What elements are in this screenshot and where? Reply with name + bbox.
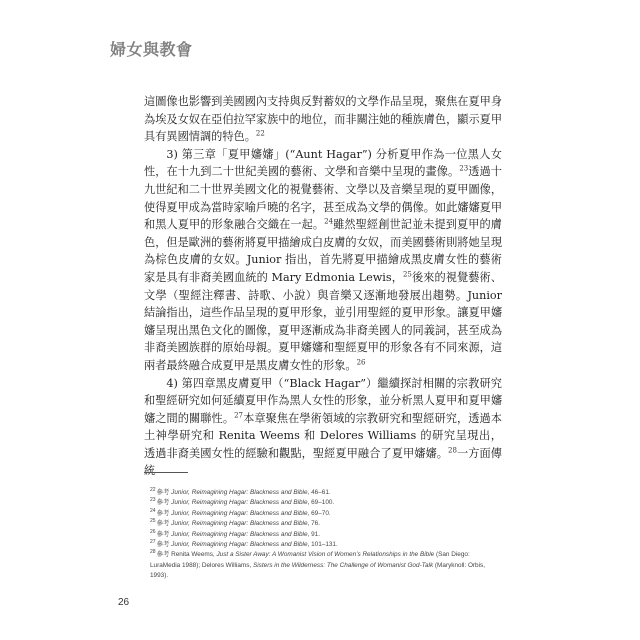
footnote-number: 24 xyxy=(150,507,156,514)
text-run: 一方面傳統 xyxy=(144,446,502,478)
footnote-title: Junior, Reimagining Hagar: Blackness and Bible xyxy=(171,489,308,496)
paragraph-1 xyxy=(144,93,502,146)
text-run: 後來的視覺藝術、文學（聖經注釋書、詩歌、小說）與音樂又逐漸地發展出趨勢。Junior 結論指出，這些作品呈現的夏甲形象，並引用聖經的夏甲形象。讓夏甲嬸嬸呈現出黑色文化的圖像，夏甲逐漸成為非裔美國人的同義詞，甚至成為非裔美國族群的原始母親。夏甲嬸嬸和聖經夏甲的形象各有不同來源，這兩者最終融合成夏甲是黑皮膚女性的形象。 xyxy=(144,270,503,372)
footnote-number: 26 xyxy=(150,528,156,535)
footnote-item xyxy=(144,550,496,581)
footnote-number: 23 xyxy=(150,497,156,504)
footnote-pages: , 101–131. xyxy=(307,541,338,549)
footnote-pages: , 76. xyxy=(307,520,320,528)
footnote-prefix: 參考 xyxy=(156,520,172,528)
paragraph-2 xyxy=(144,146,502,375)
footnote-number: 22 xyxy=(150,486,156,493)
footnote-pages: , 91. xyxy=(307,530,320,538)
footnote-title: Sisters in the Wilderness: The Challenge of Womanist God-Talk xyxy=(253,561,434,569)
body-text xyxy=(144,93,502,480)
footnote-prefix: 參考 xyxy=(156,530,172,538)
text-run: 本章聚焦在學術領域的宗教研究和聖經研究，透過本土神學研究和 Renita Weems 和 Delores Williams 的研究呈現出，透過非裔美國女性的經驗和觀點，聖經夏甲融合了夏甲嬸嬸。 xyxy=(144,411,502,460)
footnote-title: Junior, Reimagining Hagar: Blackness and Bible xyxy=(171,499,308,507)
footnote-ref[interactable]: 24 xyxy=(324,217,334,226)
footnote-number: 27 xyxy=(150,538,156,545)
footnote-item xyxy=(144,519,496,529)
text-run: 雖然聖經創世記並未提到夏甲的膚色，但是歐洲的藝術將夏甲描繪成白皮膚的女奴，而美國藝術則將她呈現為棕色皮膚的女奴。Junior 指出，首先將夏甲描繪成黑皮膚女性的藝術家是具有非裔美國血統的 Mary Edmonia Lewis， xyxy=(144,218,503,284)
footnote-item xyxy=(144,509,496,519)
footnote-item xyxy=(144,488,496,498)
text-run: 4) 第四章黑皮膚夏甲（“Black Hagar”）繼續探討相關的宗教研究和聖經研究如何延續夏甲作為黑人女性的形象，並分析黑人夏甲和夏甲嬸嬸之間的關聯性。 xyxy=(144,376,503,425)
text-run: 透過十九世紀和二十世界美國文化的視覺藝術、文學以及音樂呈現的夏甲圖像，使得夏甲成為當時家喻戶曉的名字，甚至成為文學的偶像。如此嬸嬸夏甲和黑人夏甲的形象融合交織在一起。 xyxy=(144,165,503,232)
footnote-prefix: 參考 Renita Weems, xyxy=(156,551,217,559)
footnote-ref[interactable]: 28 xyxy=(448,446,457,455)
footnote-number: 28 xyxy=(150,549,156,556)
footnote-separator xyxy=(144,472,188,473)
footnote-pages: , 46–61. xyxy=(307,489,331,496)
footnote-item xyxy=(144,530,496,540)
footnote-ref[interactable]: 23 xyxy=(459,164,469,173)
footnote-title: Junior, Reimagining Hagar: Blackness and Bible xyxy=(171,541,308,549)
footnote-item xyxy=(144,540,496,550)
footnote-pages: , 69–100. xyxy=(307,499,335,507)
footnote-publication: (Maryknoll: Orbis, 1993). xyxy=(150,561,485,580)
footnote-ref[interactable]: 22 xyxy=(255,129,265,138)
footnote-item xyxy=(144,498,496,508)
footnote-ref[interactable]: 25 xyxy=(402,270,412,279)
footnotes xyxy=(144,488,496,582)
footnote-ref[interactable]: 27 xyxy=(234,410,243,419)
footnote-title: Just a Sister Away: A Womanist Vision of Women’s Relationships in the Bible xyxy=(216,551,435,559)
footnote-pages: , 69–70. xyxy=(307,509,331,517)
footnote-publication: (San Diego: LuraMedia 1988); Delores Williams, xyxy=(150,551,470,569)
footnote-title: Junior, Reimagining Hagar: Blackness and Bible xyxy=(171,530,308,538)
footnote-title: Junior, Reimagining Hagar: Blackness and Bible xyxy=(171,520,308,528)
footnote-title: Junior, Reimagining Hagar: Blackness and Bible xyxy=(171,509,308,517)
footnote-prefix: 參考 xyxy=(156,499,172,507)
text-run: 這圖像也影響到美國國內支持與反對蓄奴的文學作品呈現，聚焦在夏甲身為埃及女奴在亞伯拉罕家族中的地位，而非關注她的種族膚色，顯示夏甲具有異國情調的特色。 xyxy=(144,95,503,144)
footnote-prefix: 參考 xyxy=(156,489,172,496)
footnote-prefix: 參考 xyxy=(156,541,172,549)
text-run: 3) 第三章「夏甲嬸嬸」(“Aunt Hagar”) 分析夏甲作為一位黑人女性，在十九到二十世紀美國的藝術、文學和音樂中呈現的畫像。 xyxy=(144,147,502,179)
paragraph-3 xyxy=(144,375,502,481)
footnote-prefix: 參考 xyxy=(156,509,172,517)
page-number: 26 xyxy=(118,597,130,608)
footnote-number: 25 xyxy=(150,518,156,525)
footnote-ref[interactable]: 26 xyxy=(356,358,366,367)
running-head: 婦女與教會 xyxy=(110,40,193,59)
